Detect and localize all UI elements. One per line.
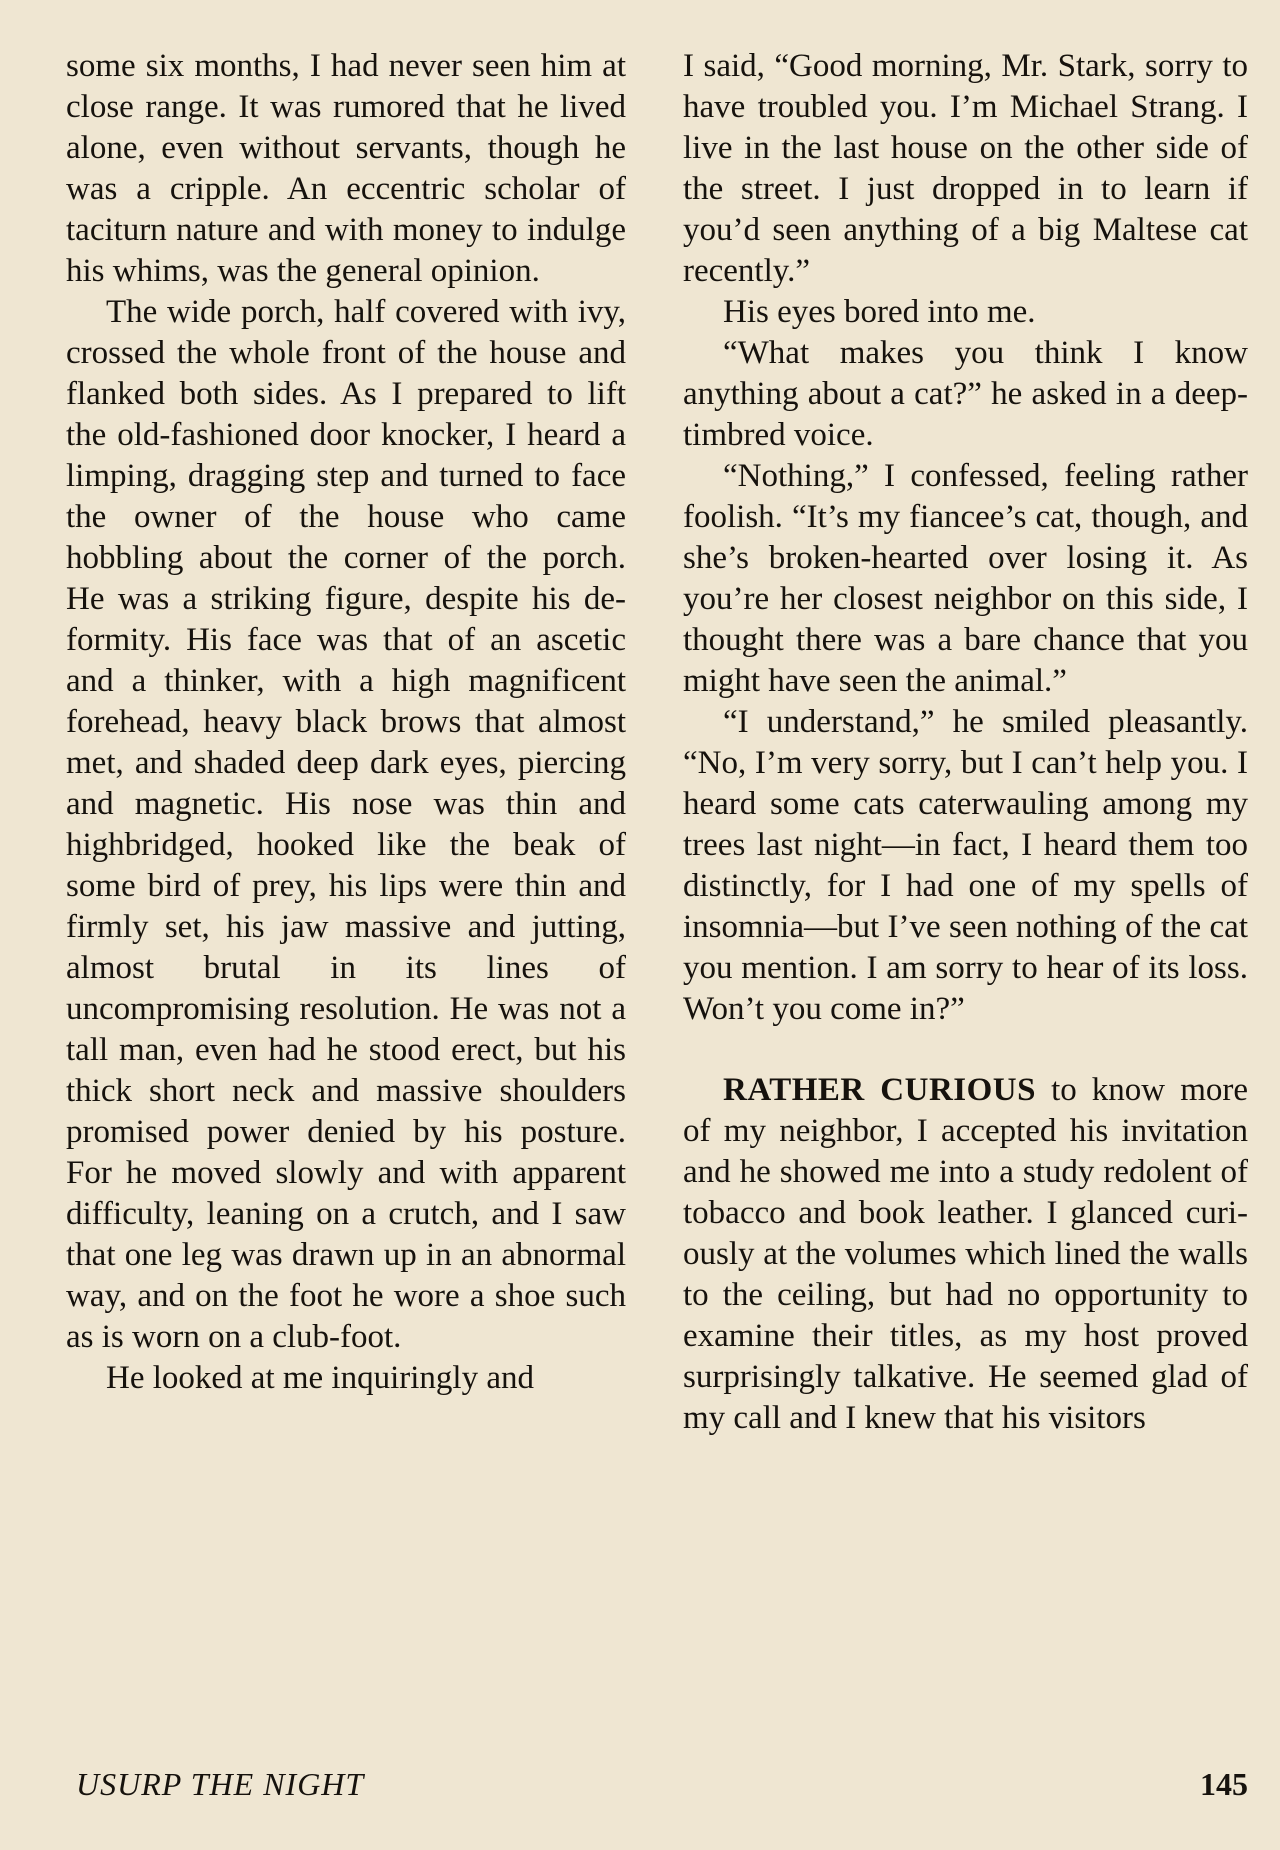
page-footer: [66, 1762, 1248, 1806]
paragraph: “What makes you think I know anything about a cat?” he asked in a deep-timbred voice.: [683, 335, 1248, 453]
paragraph: I said, “Good morning, Mr. Stark, sorry to have troubled you. I’m Michael Strang. I live in the last house on the other side of the street. I just dropped in to learn if you’d seen anything of a big Maltese cat recently.”: [683, 48, 1248, 289]
page-number: 145: [1200, 1766, 1248, 1802]
section-opening-paragraph: [683, 1070, 1248, 1439]
section-break: [683, 1030, 1248, 1070]
paragraph: “I understand,” he smiled pleasantly. “No, I’m very sorry, but I can’t help you. I heard some cats caterwauling among my trees last night—in fact, I heard them too distinctly, for I had one of my spells of insomnia—but I’ve seen nothing of the cat you mention. I am sorry to hear of its loss. Won’t you come in?”: [683, 704, 1248, 1027]
section-lead-in: RATHER CURIOUS: [723, 1072, 1036, 1108]
running-title: USURP THE NIGHT: [76, 1766, 365, 1802]
paragraph: “Nothing,” I confessed, feeling rather foolish. “It’s my fiancee’s cat, though, and she’s broken-hearted over losing it. As you’re her closest neighbor on this side, I thought there was a bare chance that you might have seen the animal.”: [683, 458, 1248, 699]
paragraph: His eyes bored into me.: [723, 294, 1036, 330]
section-text: to know more of my neighbor, I accepted his invitation and he showed me into a study redolent of tobacco and book leather. I glanced curiously at the volumes which lined the walls to the ceiling, but had no opportunity to examine their titles, as my host proved surprisingly talkative. He seemed glad of my call and I knew that his visitors: [683, 1072, 1248, 1436]
paragraph: The wide porch, half covered with ivy, crossed the whole front of the house and flanked both sides. As I prepared to lift the old-fashioned door knocker, I heard a limping, dragging step and turned to face the owner of the house who came hobbling about the corner of the porch. He was a striking figure, despite his deformity. His face was that of an ascetic and a thinker, with a high magnificent forehead, heavy black brows that almost met, and shaded deep dark eyes, piercing and magnetic. His nose was thin and highbridged, hooked like the beak of some bird of prey, his lips were thin and firmly set, his jaw massive and jutting, almost brutal in its lines of uncompromising resolution. He was not a tall man, even had he stood erect, but his thick short neck and massive shoulders promised power denied by his posture. For he moved slowly and with apparent difficulty, leaning on a crutch, and I saw that one leg was drawn up in an abnormal way, and on the foot he wore a shoe such as is worn on a club-foot.: [66, 294, 626, 1355]
paragraph: some six months, I had never seen him at close range. It was rumored that he lived alone, even without servants, though he was a cripple. An eccentric scholar of taciturn nature and with money to indulge his whims, was the general opinion.: [66, 48, 626, 289]
right-column: [683, 46, 1248, 1439]
paragraph: He looked at me inquiringly and: [106, 1360, 534, 1396]
left-column: [66, 46, 626, 1399]
